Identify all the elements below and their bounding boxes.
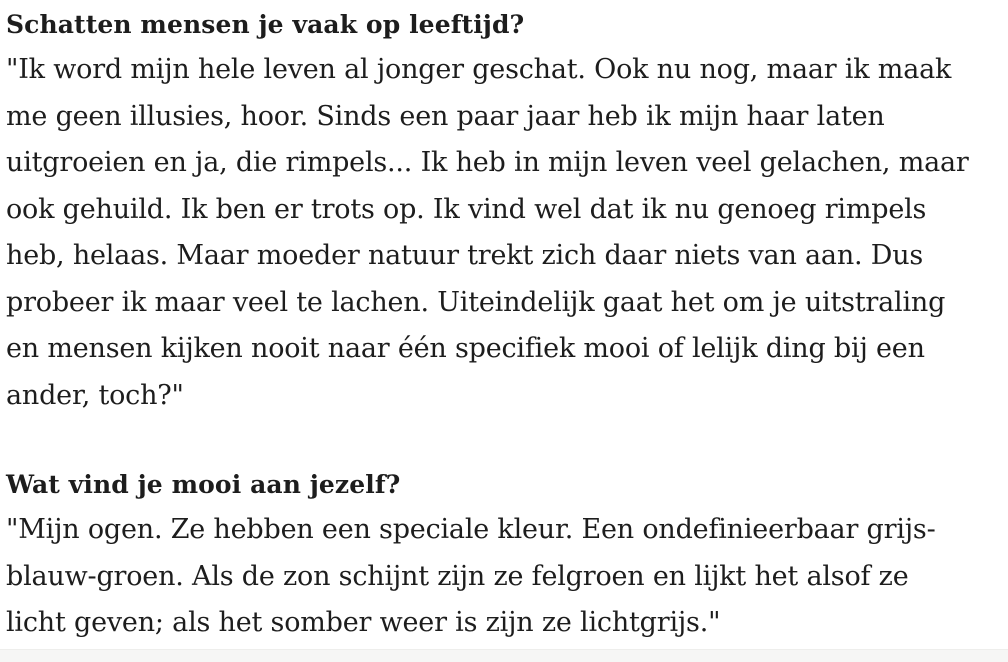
answer-line: probeer ik maar veel te lachen. Uiteindelijk gaat het om je uitstraling xyxy=(6,286,946,318)
interview-question: Schatten mensen je vaak op leeftijd? xyxy=(6,10,525,39)
interview-section-beauty xyxy=(6,462,1000,647)
answer-line: blauw-groen. Als de zon schijnt zijn ze felgroen en lijkt het alsof ze xyxy=(6,560,909,592)
next-section-edge xyxy=(0,649,1008,662)
interview-question: Wat vind je mooi aan jezelf? xyxy=(6,470,401,499)
answer-line: ander, toch?" xyxy=(6,379,184,411)
answer-line: uitgroeien en ja, die rimpels... Ik heb in mijn leven veel gelachen, maar xyxy=(6,147,969,178)
answer-line: me geen illusies, hoor. Sinds een paar jaar heb ik mijn haar laten xyxy=(6,100,885,132)
interview-section-age xyxy=(6,2,1000,419)
answer-line: heb, helaas. Maar moeder natuur trekt zich daar niets van aan. Dus xyxy=(6,240,924,271)
answer-line: licht geven; als het somber weer is zijn ze lichtgrijs." xyxy=(6,607,721,638)
answer-line: "Mijn ogen. Ze hebben een speciale kleur. Een ondefinieerbaar grijs- xyxy=(6,514,936,545)
answer-line: en mensen kijken nooit naar één specifiek mooi of lelijk ding bij een xyxy=(6,333,925,364)
answer-line: ook gehuild. Ik ben er trots op. Ik vind wel dat ik nu genoeg rimpels xyxy=(6,193,927,225)
answer-line: "Ik word mijn hele leven al jonger geschat. Ook nu nog, maar ik maak xyxy=(6,54,952,85)
